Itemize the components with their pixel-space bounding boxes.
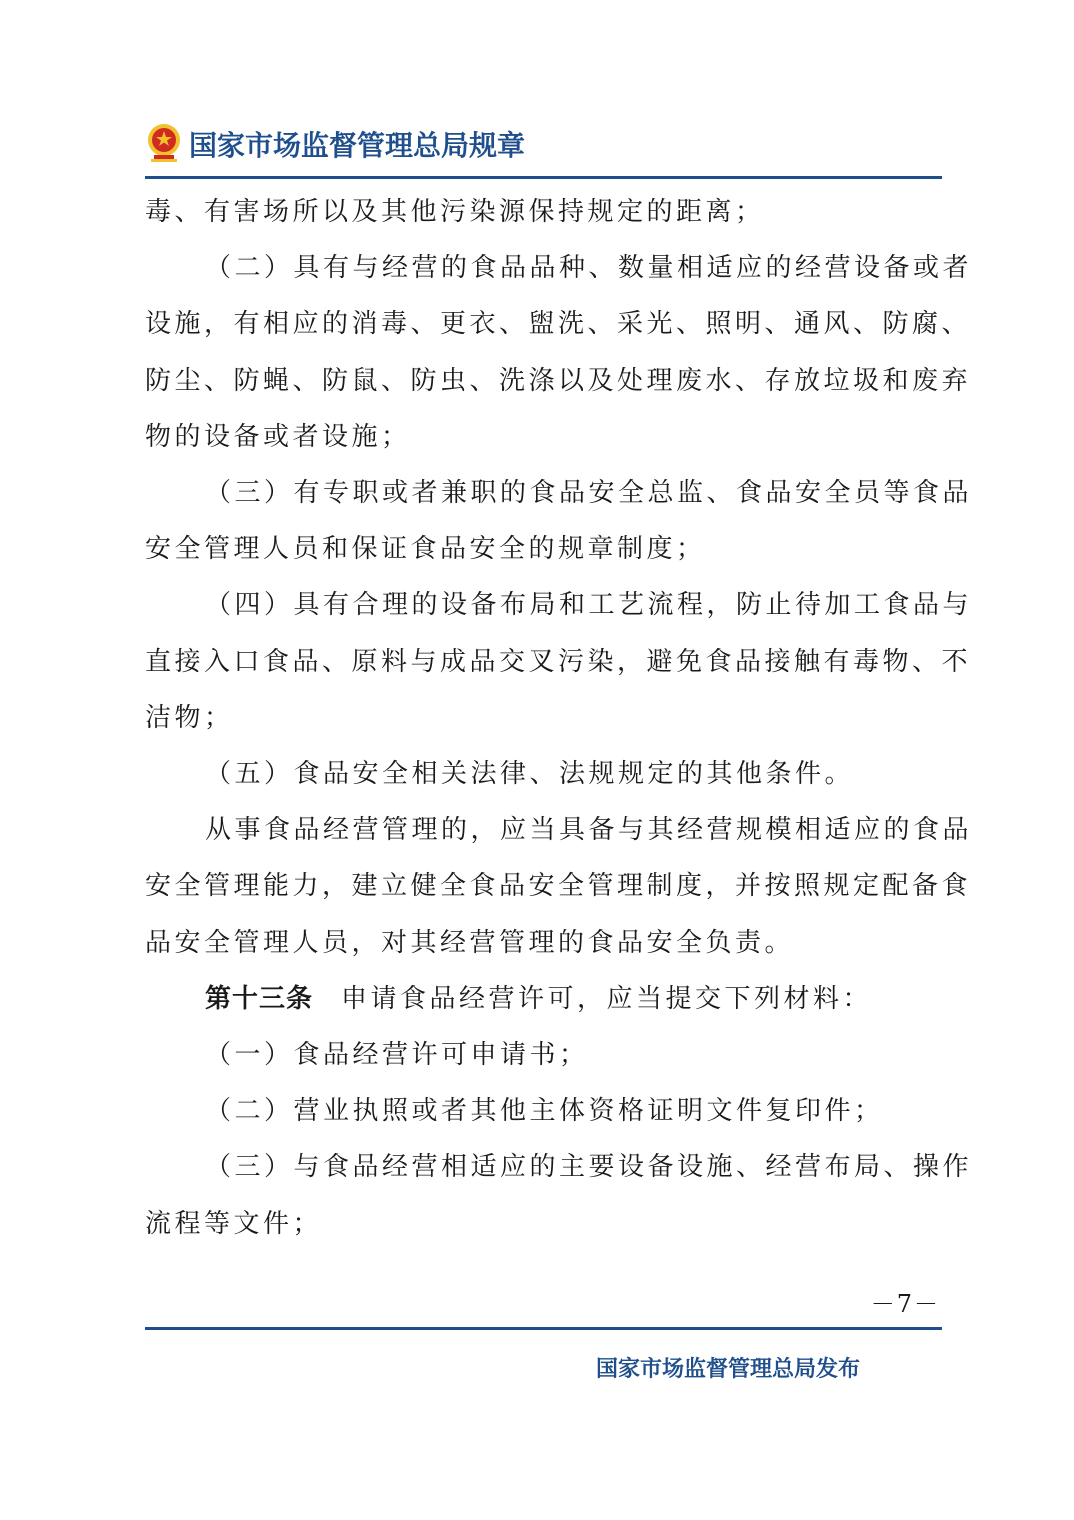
- header-title: 国家市场监督管理总局规章: [189, 129, 526, 162]
- page-number: －7－: [870, 1290, 940, 1318]
- line-text: （一）食品经营许可申请书；: [205, 1040, 589, 1070]
- body-line: [145, 521, 706, 577]
- footer-divider: [145, 1327, 942, 1330]
- body-line: [145, 690, 234, 746]
- line-text: 流程等文件；: [145, 1208, 323, 1239]
- article-heading-line: [205, 971, 872, 1027]
- footer-publisher: 国家市场监督管理总局发布: [596, 1357, 861, 1382]
- line-text: （四）具有合理的设备布局和工艺流程，防止待加工食品与: [205, 590, 973, 621]
- line-text: （二）具有与经营的食品品种、数量相适应的经营设备或者: [205, 253, 973, 284]
- body-line: [205, 802, 972, 858]
- line-text: （三）与食品经营相适应的主要设备设施、经营布局、操作: [205, 1152, 973, 1183]
- line-text: 申请食品经营许可，应当提交下列材料：: [341, 983, 873, 1014]
- line-text: 设施，有相应的消毒、更衣、盥洗、采光、照明、通风、防腐、: [145, 309, 972, 340]
- body-line: [145, 858, 971, 914]
- page-header: [145, 118, 942, 176]
- line-text: 安全管理能力，建立健全食品安全管理制度，并按照规定配备食: [145, 871, 972, 902]
- line-text: 毒、有害场所以及其他污染源保持规定的距离；: [145, 197, 765, 227]
- line-text: （五）食品安全相关法律、法规规定的其他条件。: [205, 759, 855, 789]
- line-text: 从事食品经营管理的，应当具备与其经营规模相适应的食品: [205, 815, 973, 846]
- body-line: [145, 409, 411, 465]
- body-line: [145, 353, 971, 409]
- line-text: 直接入口食品、原料与成品交叉污染，避免食品接触有毒物、不: [145, 646, 972, 677]
- line-text: （三）有专职或者兼职的食品安全总监、食品安全员等食品: [205, 478, 973, 508]
- line-text: 品安全管理人员，对其经营管理的食品安全负责。: [145, 927, 795, 958]
- line-text: 安全管理人员和保证食品安全的规章制度；: [145, 534, 706, 565]
- body-line: [205, 240, 972, 296]
- body-line: [145, 184, 765, 240]
- national-emblem-icon: [145, 122, 183, 164]
- body-line: [205, 577, 972, 633]
- body-line: [205, 465, 972, 521]
- article-number: 第十三条: [205, 983, 314, 1014]
- body-line: [145, 1196, 322, 1252]
- line-text: 防尘、防蝇、防鼠、防虫、洗涤以及处理废水、存放垃圾和废弃: [145, 365, 972, 396]
- line-text: （二）营业执照或者其他主体资格证明文件复印件；: [205, 1096, 884, 1127]
- body-line: [205, 1139, 972, 1195]
- line-text: 物的设备或者设施；: [145, 421, 411, 452]
- header-divider: [145, 176, 942, 179]
- body-line: [205, 746, 854, 802]
- body-line: [205, 1027, 589, 1083]
- body-line: [205, 1083, 884, 1139]
- line-text: 洁物；: [145, 702, 234, 733]
- body-line: [145, 634, 971, 690]
- body-line: [145, 915, 794, 971]
- body-line: [145, 296, 971, 352]
